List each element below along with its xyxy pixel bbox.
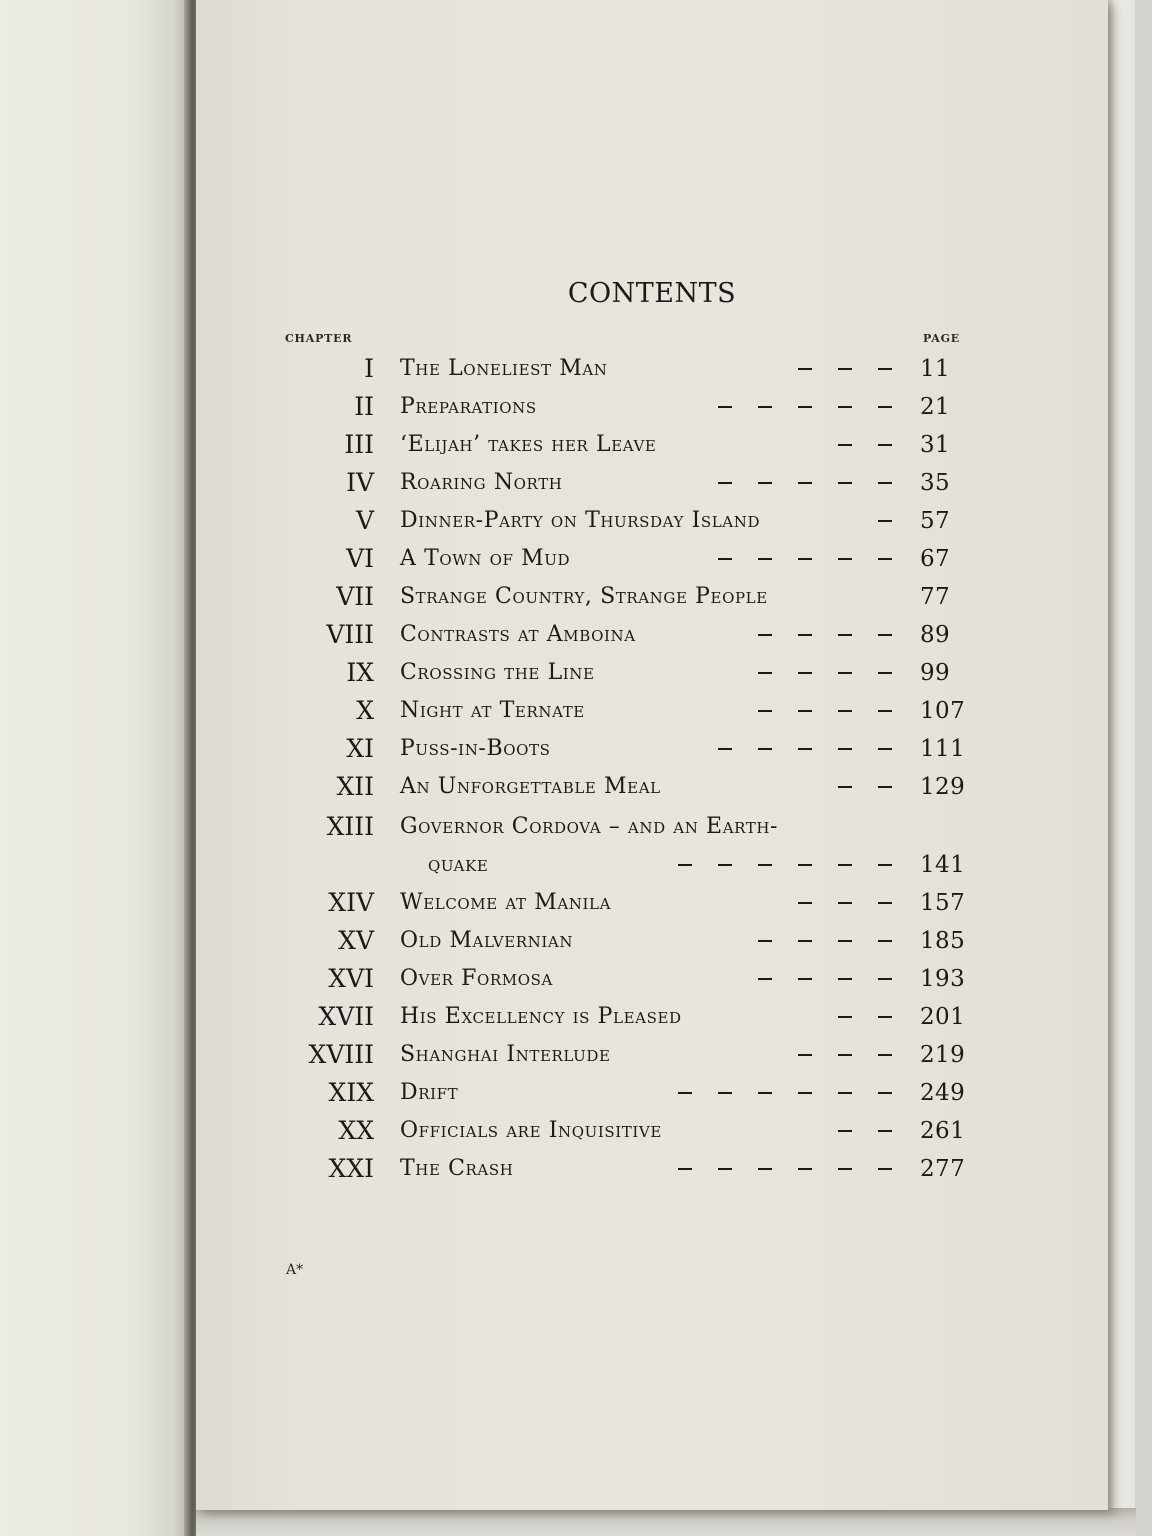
leader-dash	[718, 482, 732, 484]
chapter-number: IX	[346, 658, 374, 687]
leader-dash	[758, 558, 772, 560]
chapter-title: Old Malvernian	[400, 928, 574, 953]
chapter-title: Contrasts at Amboina	[400, 622, 636, 647]
chapter-number: VII	[336, 582, 374, 611]
chapter-title: The Crash	[400, 1156, 514, 1181]
leader-dash	[878, 672, 892, 674]
contents-entry	[196, 504, 1108, 542]
page-number: 193	[920, 966, 966, 992]
contents-page	[196, 0, 1108, 1510]
leader-dash	[838, 1168, 852, 1170]
leader-dash	[838, 672, 852, 674]
chapter-column-header: CHAPTER	[285, 332, 353, 345]
page-number: 249	[920, 1080, 966, 1106]
book-cover-edge	[1104, 0, 1135, 1518]
leader-dash	[758, 1168, 772, 1170]
contents-entry	[196, 580, 1108, 618]
chapter-title: Welcome at Manila	[400, 890, 612, 915]
contents-entry	[196, 656, 1108, 694]
leader-dash	[838, 1054, 852, 1056]
leader-dash	[878, 1054, 892, 1056]
chapter-number: X	[356, 696, 374, 725]
contents-entry	[196, 924, 1108, 962]
leader-dash	[758, 978, 772, 980]
chapter-title: Strange Country, Strange People	[400, 584, 768, 609]
chapter-title: An Unforgettable Meal	[400, 774, 661, 799]
contents-entry	[196, 962, 1108, 1000]
leader-dash	[878, 940, 892, 942]
leader-dash	[878, 1168, 892, 1170]
leader-dash	[718, 406, 732, 408]
chapter-title: Roaring North	[400, 470, 563, 495]
chapter-title: ‘Elijah’ takes her Leave	[400, 432, 657, 457]
chapter-number: XV	[338, 926, 374, 955]
chapter-title: Over Formosa	[400, 966, 553, 991]
chapter-title: Governor Cordova – and an Earth-	[400, 814, 779, 839]
page-number: 141	[920, 852, 966, 878]
chapter-number: IV	[346, 468, 374, 497]
chapter-number: XX	[338, 1116, 374, 1145]
leader-dash	[718, 558, 732, 560]
leader-dash	[758, 748, 772, 750]
page-title: CONTENTS	[567, 278, 737, 309]
leader-dash	[758, 940, 772, 942]
leader-dash	[878, 902, 892, 904]
leader-dash	[878, 1092, 892, 1094]
contents-entry	[196, 886, 1108, 924]
leader-dash	[798, 558, 812, 560]
leader-dash	[798, 1092, 812, 1094]
chapter-number: XIX	[328, 1078, 374, 1107]
leader-dash	[838, 748, 852, 750]
chapter-title: Dinner-Party on Thursday Island	[400, 508, 761, 533]
leader-dash	[678, 1092, 692, 1094]
page-number: 157	[920, 890, 966, 916]
leader-dash	[878, 1016, 892, 1018]
chapter-number: XIV	[328, 888, 374, 917]
leader-dash	[838, 1016, 852, 1018]
leader-dash	[718, 864, 732, 866]
leader-dashes	[718, 390, 1018, 424]
chapter-title: His Excellency is Pleased	[400, 1004, 682, 1029]
page-number: 89	[920, 622, 951, 648]
leader-dash	[798, 902, 812, 904]
leader-dash	[878, 444, 892, 446]
leader-dash	[838, 902, 852, 904]
leader-dashes	[838, 1000, 1138, 1034]
page-number: 201	[920, 1004, 966, 1030]
leader-dash	[798, 978, 812, 980]
leader-dash	[878, 748, 892, 750]
leader-dash	[758, 710, 772, 712]
page-number: 129	[920, 774, 966, 800]
leader-dash	[838, 1130, 852, 1132]
chapter-title-continuation: quake	[428, 852, 489, 877]
leader-dash	[798, 1054, 812, 1056]
leader-dash	[878, 978, 892, 980]
leader-dash	[878, 368, 892, 370]
leader-dash	[798, 1168, 812, 1170]
chapter-title: The Loneliest Man	[400, 356, 608, 381]
chapter-number: XVI	[328, 964, 374, 993]
leader-dash	[838, 940, 852, 942]
leader-dash	[758, 672, 772, 674]
page-bottom-edge	[196, 1508, 1136, 1536]
page-number: 31	[920, 432, 951, 458]
leader-dash	[798, 940, 812, 942]
leader-dash	[758, 864, 772, 866]
leader-dashes	[758, 656, 1058, 690]
contents-entry	[196, 466, 1108, 504]
left-page	[0, 0, 188, 1536]
contents-entry	[196, 542, 1108, 580]
leader-dash	[838, 634, 852, 636]
leader-dash	[678, 1168, 692, 1170]
chapter-number: XVII	[318, 1002, 374, 1031]
chapter-number: XIII	[326, 812, 374, 841]
page-number: 111	[920, 736, 966, 762]
leader-dash	[838, 482, 852, 484]
leader-dash	[878, 482, 892, 484]
leader-dash	[878, 864, 892, 866]
chapter-number: VI	[346, 544, 374, 573]
leader-dash	[838, 786, 852, 788]
leader-dashes	[718, 542, 1018, 576]
leader-dash	[878, 406, 892, 408]
leader-dashes	[838, 428, 1138, 462]
page-number: 277	[920, 1156, 966, 1182]
contents-entry	[196, 618, 1108, 656]
chapter-title: Officials are Inquisitive	[400, 1118, 662, 1143]
signature-mark: A*	[286, 1262, 304, 1278]
page-number: 219	[920, 1042, 966, 1068]
chapter-title: Shanghai Interlude	[400, 1042, 611, 1067]
leader-dash	[838, 978, 852, 980]
page-number: 57	[920, 508, 951, 534]
contents-entry	[196, 428, 1108, 466]
leader-dash	[758, 406, 772, 408]
page-number: 99	[920, 660, 951, 686]
page-number: 185	[920, 928, 966, 954]
page-number: 107	[920, 698, 966, 724]
chapter-title: Crossing the Line	[400, 660, 595, 685]
contents-entry	[196, 732, 1108, 770]
chapter-number: II	[354, 392, 374, 421]
leader-dash	[838, 406, 852, 408]
leader-dashes	[758, 694, 1058, 728]
leader-dash	[838, 558, 852, 560]
contents-entry	[196, 1038, 1108, 1076]
leader-dash	[878, 634, 892, 636]
chapter-title: Night at Ternate	[400, 698, 585, 723]
leader-dashes	[758, 962, 1058, 996]
chapter-number: VIII	[326, 620, 374, 649]
contents-entry-continuation	[196, 848, 1108, 886]
chapter-number: XXI	[328, 1154, 374, 1183]
leader-dash	[878, 786, 892, 788]
contents-entry	[196, 390, 1108, 428]
leader-dash	[798, 748, 812, 750]
leader-dash	[838, 710, 852, 712]
leader-dash	[878, 710, 892, 712]
page-number: 261	[920, 1118, 966, 1144]
leader-dash	[798, 482, 812, 484]
leader-dash	[798, 672, 812, 674]
chapter-number: XVIII	[308, 1040, 374, 1069]
leader-dash	[798, 634, 812, 636]
leader-dash	[878, 558, 892, 560]
contents-entry	[196, 694, 1108, 732]
leader-dash	[878, 520, 892, 522]
chapter-title: Drift	[400, 1080, 459, 1105]
leader-dash	[798, 710, 812, 712]
leader-dash	[878, 1130, 892, 1132]
leader-dash	[798, 864, 812, 866]
chapter-number: XI	[346, 734, 374, 763]
leader-dash	[718, 748, 732, 750]
leader-dash	[758, 634, 772, 636]
leader-dashes	[718, 466, 1018, 500]
contents-entry	[196, 1076, 1108, 1114]
leader-dash	[798, 406, 812, 408]
leader-dash	[678, 864, 692, 866]
leader-dash	[838, 444, 852, 446]
leader-dash	[838, 1092, 852, 1094]
leader-dashes	[718, 732, 1018, 766]
chapter-title: Preparations	[400, 394, 537, 419]
contents-entry	[196, 770, 1108, 808]
page-number: 35	[920, 470, 951, 496]
contents-entry	[196, 352, 1108, 390]
page-number: 11	[920, 356, 951, 382]
page-number: 77	[920, 584, 951, 610]
leader-dash	[718, 1168, 732, 1170]
leader-dashes	[838, 770, 1138, 804]
contents-entry	[196, 810, 1108, 848]
leader-dash	[758, 1092, 772, 1094]
chapter-title: A Town of Mud	[400, 546, 571, 571]
chapter-number: III	[344, 430, 374, 459]
chapter-title: Puss-in-Boots	[400, 736, 551, 761]
leader-dashes	[758, 618, 1058, 652]
leader-dash	[838, 368, 852, 370]
contents-entry	[196, 1000, 1108, 1038]
chapter-number: XII	[336, 772, 374, 801]
leader-dashes	[758, 924, 1058, 958]
chapter-number: I	[364, 354, 374, 383]
leader-dashes	[838, 1114, 1138, 1148]
page-number: 21	[920, 394, 951, 420]
contents-entry	[196, 1114, 1108, 1152]
leader-dash	[718, 1092, 732, 1094]
leader-dash	[758, 482, 772, 484]
page-number: 67	[920, 546, 951, 572]
leader-dash	[798, 368, 812, 370]
page-column-header: PAGE	[923, 332, 960, 345]
leader-dash	[838, 864, 852, 866]
chapter-number: V	[355, 506, 374, 535]
contents-entry	[196, 1152, 1108, 1190]
